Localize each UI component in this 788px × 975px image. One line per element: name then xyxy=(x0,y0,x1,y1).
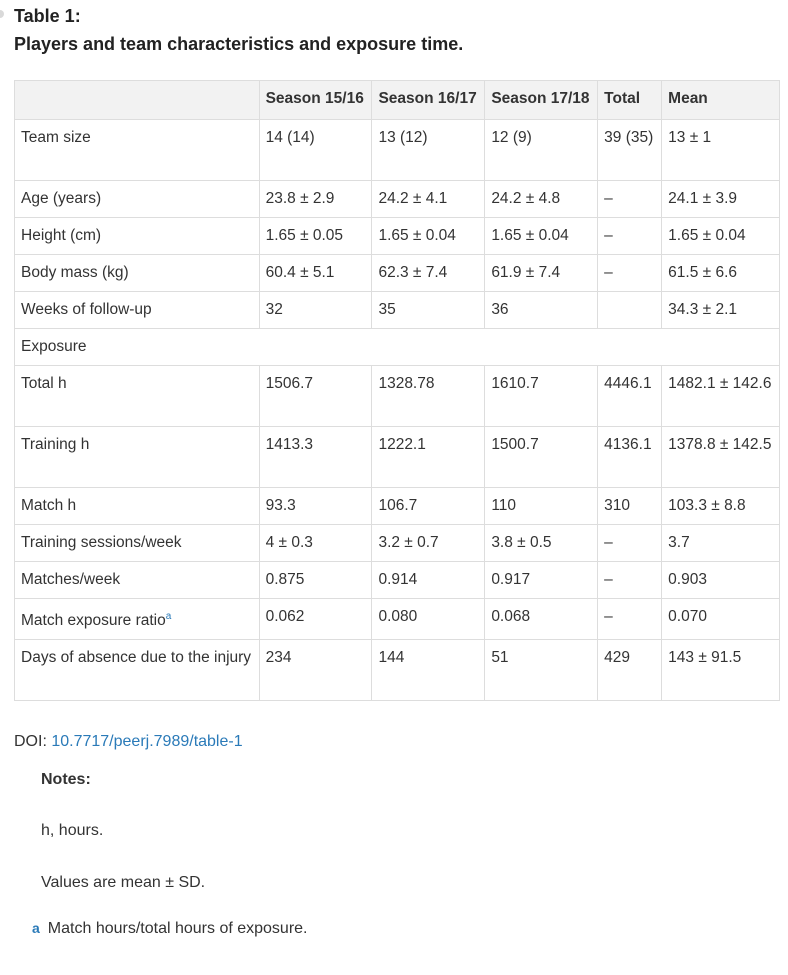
table-cell: 144 xyxy=(372,640,485,701)
table-cell: – xyxy=(598,525,662,562)
row-label: Total h xyxy=(15,366,260,427)
table-cell: 60.4 ± 5.1 xyxy=(259,255,372,292)
table-cell: 3.8 ± 0.5 xyxy=(485,525,598,562)
row-label: Matches/week xyxy=(15,562,260,599)
table-cell: 1378.8 ± 142.5 xyxy=(662,427,780,488)
data-table xyxy=(14,80,780,701)
header-cell-total: Total xyxy=(598,81,662,120)
table-cell: – xyxy=(598,562,662,599)
row-label: Days of absence due to the injury xyxy=(15,640,260,701)
table-row xyxy=(15,255,780,292)
table-cell: 36 xyxy=(485,292,598,329)
row-label: Body mass (kg) xyxy=(15,255,260,292)
table-cell: 234 xyxy=(259,640,372,701)
table-cell: 4136.1 xyxy=(598,427,662,488)
table-row xyxy=(15,218,780,255)
row-label: Height (cm) xyxy=(15,218,260,255)
table-cell: 93.3 xyxy=(259,488,372,525)
table-cell: 51 xyxy=(485,640,598,701)
table-cell: 4446.1 xyxy=(598,366,662,427)
table-cell: 1482.1 ± 142.6 xyxy=(662,366,780,427)
header-cell-season-17-18: Season 17/18 xyxy=(485,81,598,120)
table-cell: 32 xyxy=(259,292,372,329)
footnote-mark: a xyxy=(32,920,40,936)
section-row xyxy=(15,329,780,366)
table-cell: 0.875 xyxy=(259,562,372,599)
table-cell: 61.5 ± 6.6 xyxy=(662,255,780,292)
table-row xyxy=(15,427,780,488)
header-cell-season-15-16: Season 15/16 xyxy=(259,81,372,120)
table-cell: 39 (35) xyxy=(598,120,662,181)
table-cell: – xyxy=(598,599,662,640)
table-cell: 1413.3 xyxy=(259,427,372,488)
table-cell: 4 ± 0.3 xyxy=(259,525,372,562)
table-cell: 1.65 ± 0.04 xyxy=(485,218,598,255)
table-row xyxy=(15,640,780,701)
table-cell: 110 xyxy=(485,488,598,525)
table-cell: 3.2 ± 0.7 xyxy=(372,525,485,562)
row-label: Match h xyxy=(15,488,260,525)
doi-link[interactable]: 10.7717/peerj.7989/table-1 xyxy=(51,733,243,750)
table-cell: 24.1 ± 3.9 xyxy=(662,181,780,218)
header-cell-season-16-17: Season 16/17 xyxy=(372,81,485,120)
row-label: Training h xyxy=(15,427,260,488)
table-cell: 1500.7 xyxy=(485,427,598,488)
table-cell: – xyxy=(598,218,662,255)
table-cell: 3.7 xyxy=(662,525,780,562)
header-cell xyxy=(15,81,260,120)
doi-label: DOI: xyxy=(14,733,47,750)
table-cell: 62.3 ± 7.4 xyxy=(372,255,485,292)
table-cell: 106.7 xyxy=(372,488,485,525)
table-cell: 1610.7 xyxy=(485,366,598,427)
table-cell: 310 xyxy=(598,488,662,525)
table-caption xyxy=(14,5,774,55)
table-cell xyxy=(598,292,662,329)
table-cell: 0.080 xyxy=(372,599,485,640)
row-label: Weeks of follow-up xyxy=(15,292,260,329)
table-cell: 61.9 ± 7.4 xyxy=(485,255,598,292)
table-cell: 0.070 xyxy=(662,599,780,640)
table-row xyxy=(15,120,780,181)
table-cell: 0.914 xyxy=(372,562,485,599)
row-label: Training sessions/week xyxy=(15,525,260,562)
table-cell: 0.917 xyxy=(485,562,598,599)
table-cell: 0.903 xyxy=(662,562,780,599)
table-cell: 1506.7 xyxy=(259,366,372,427)
table-row xyxy=(15,599,780,640)
table-label: Table 1: xyxy=(14,6,81,26)
table-cell: 24.2 ± 4.8 xyxy=(485,181,598,218)
table-cell: 12 (9) xyxy=(485,120,598,181)
table-title: Players and team characteristics and exposure time. xyxy=(14,34,464,54)
table-cell: – xyxy=(598,255,662,292)
bullet-icon xyxy=(0,10,4,18)
table-cell: 1222.1 xyxy=(372,427,485,488)
table-cell: 23.8 ± 2.9 xyxy=(259,181,372,218)
footnote-text: Match hours/total hours of exposure. xyxy=(47,920,308,937)
note-item: h, hours. xyxy=(41,822,104,839)
footnote-link-a[interactable]: a xyxy=(165,611,172,622)
header-cell-mean: Mean xyxy=(662,81,780,120)
table-cell: 143 ± 91.5 xyxy=(662,640,780,701)
table-row xyxy=(15,292,780,329)
doi-line xyxy=(14,733,243,751)
note-item: Values are mean ± SD. xyxy=(41,874,206,891)
table-cell: 429 xyxy=(598,640,662,701)
row-label: Team size xyxy=(15,120,260,181)
table-cell: 24.2 ± 4.1 xyxy=(372,181,485,218)
table-cell: 13 (12) xyxy=(372,120,485,181)
notes-heading: Notes: xyxy=(41,771,91,788)
table-cell: 13 ± 1 xyxy=(662,120,780,181)
table-cell: 1.65 ± 0.04 xyxy=(372,218,485,255)
row-label: Age (years) xyxy=(15,181,260,218)
table-cell: 0.068 xyxy=(485,599,598,640)
table-row xyxy=(15,366,780,427)
table-header-row xyxy=(15,81,780,120)
row-label-text: Match exposure ratio xyxy=(21,612,166,630)
table-row xyxy=(15,181,780,218)
table-cell: 1.65 ± 0.04 xyxy=(662,218,780,255)
table-cell: 14 (14) xyxy=(259,120,372,181)
table-cell: 0.062 xyxy=(259,599,372,640)
table-cell: 1328.78 xyxy=(372,366,485,427)
table-row xyxy=(15,562,780,599)
table-cell: – xyxy=(598,181,662,218)
table-cell: 34.3 ± 2.1 xyxy=(662,292,780,329)
table-cell: 1.65 ± 0.05 xyxy=(259,218,372,255)
table-row xyxy=(15,525,780,562)
row-label xyxy=(15,599,260,640)
table-cell: 103.3 ± 8.8 xyxy=(662,488,780,525)
section-label-exposure: Exposure xyxy=(15,329,780,366)
table-row xyxy=(15,488,780,525)
table-cell: 35 xyxy=(372,292,485,329)
footnote-a xyxy=(32,920,308,938)
